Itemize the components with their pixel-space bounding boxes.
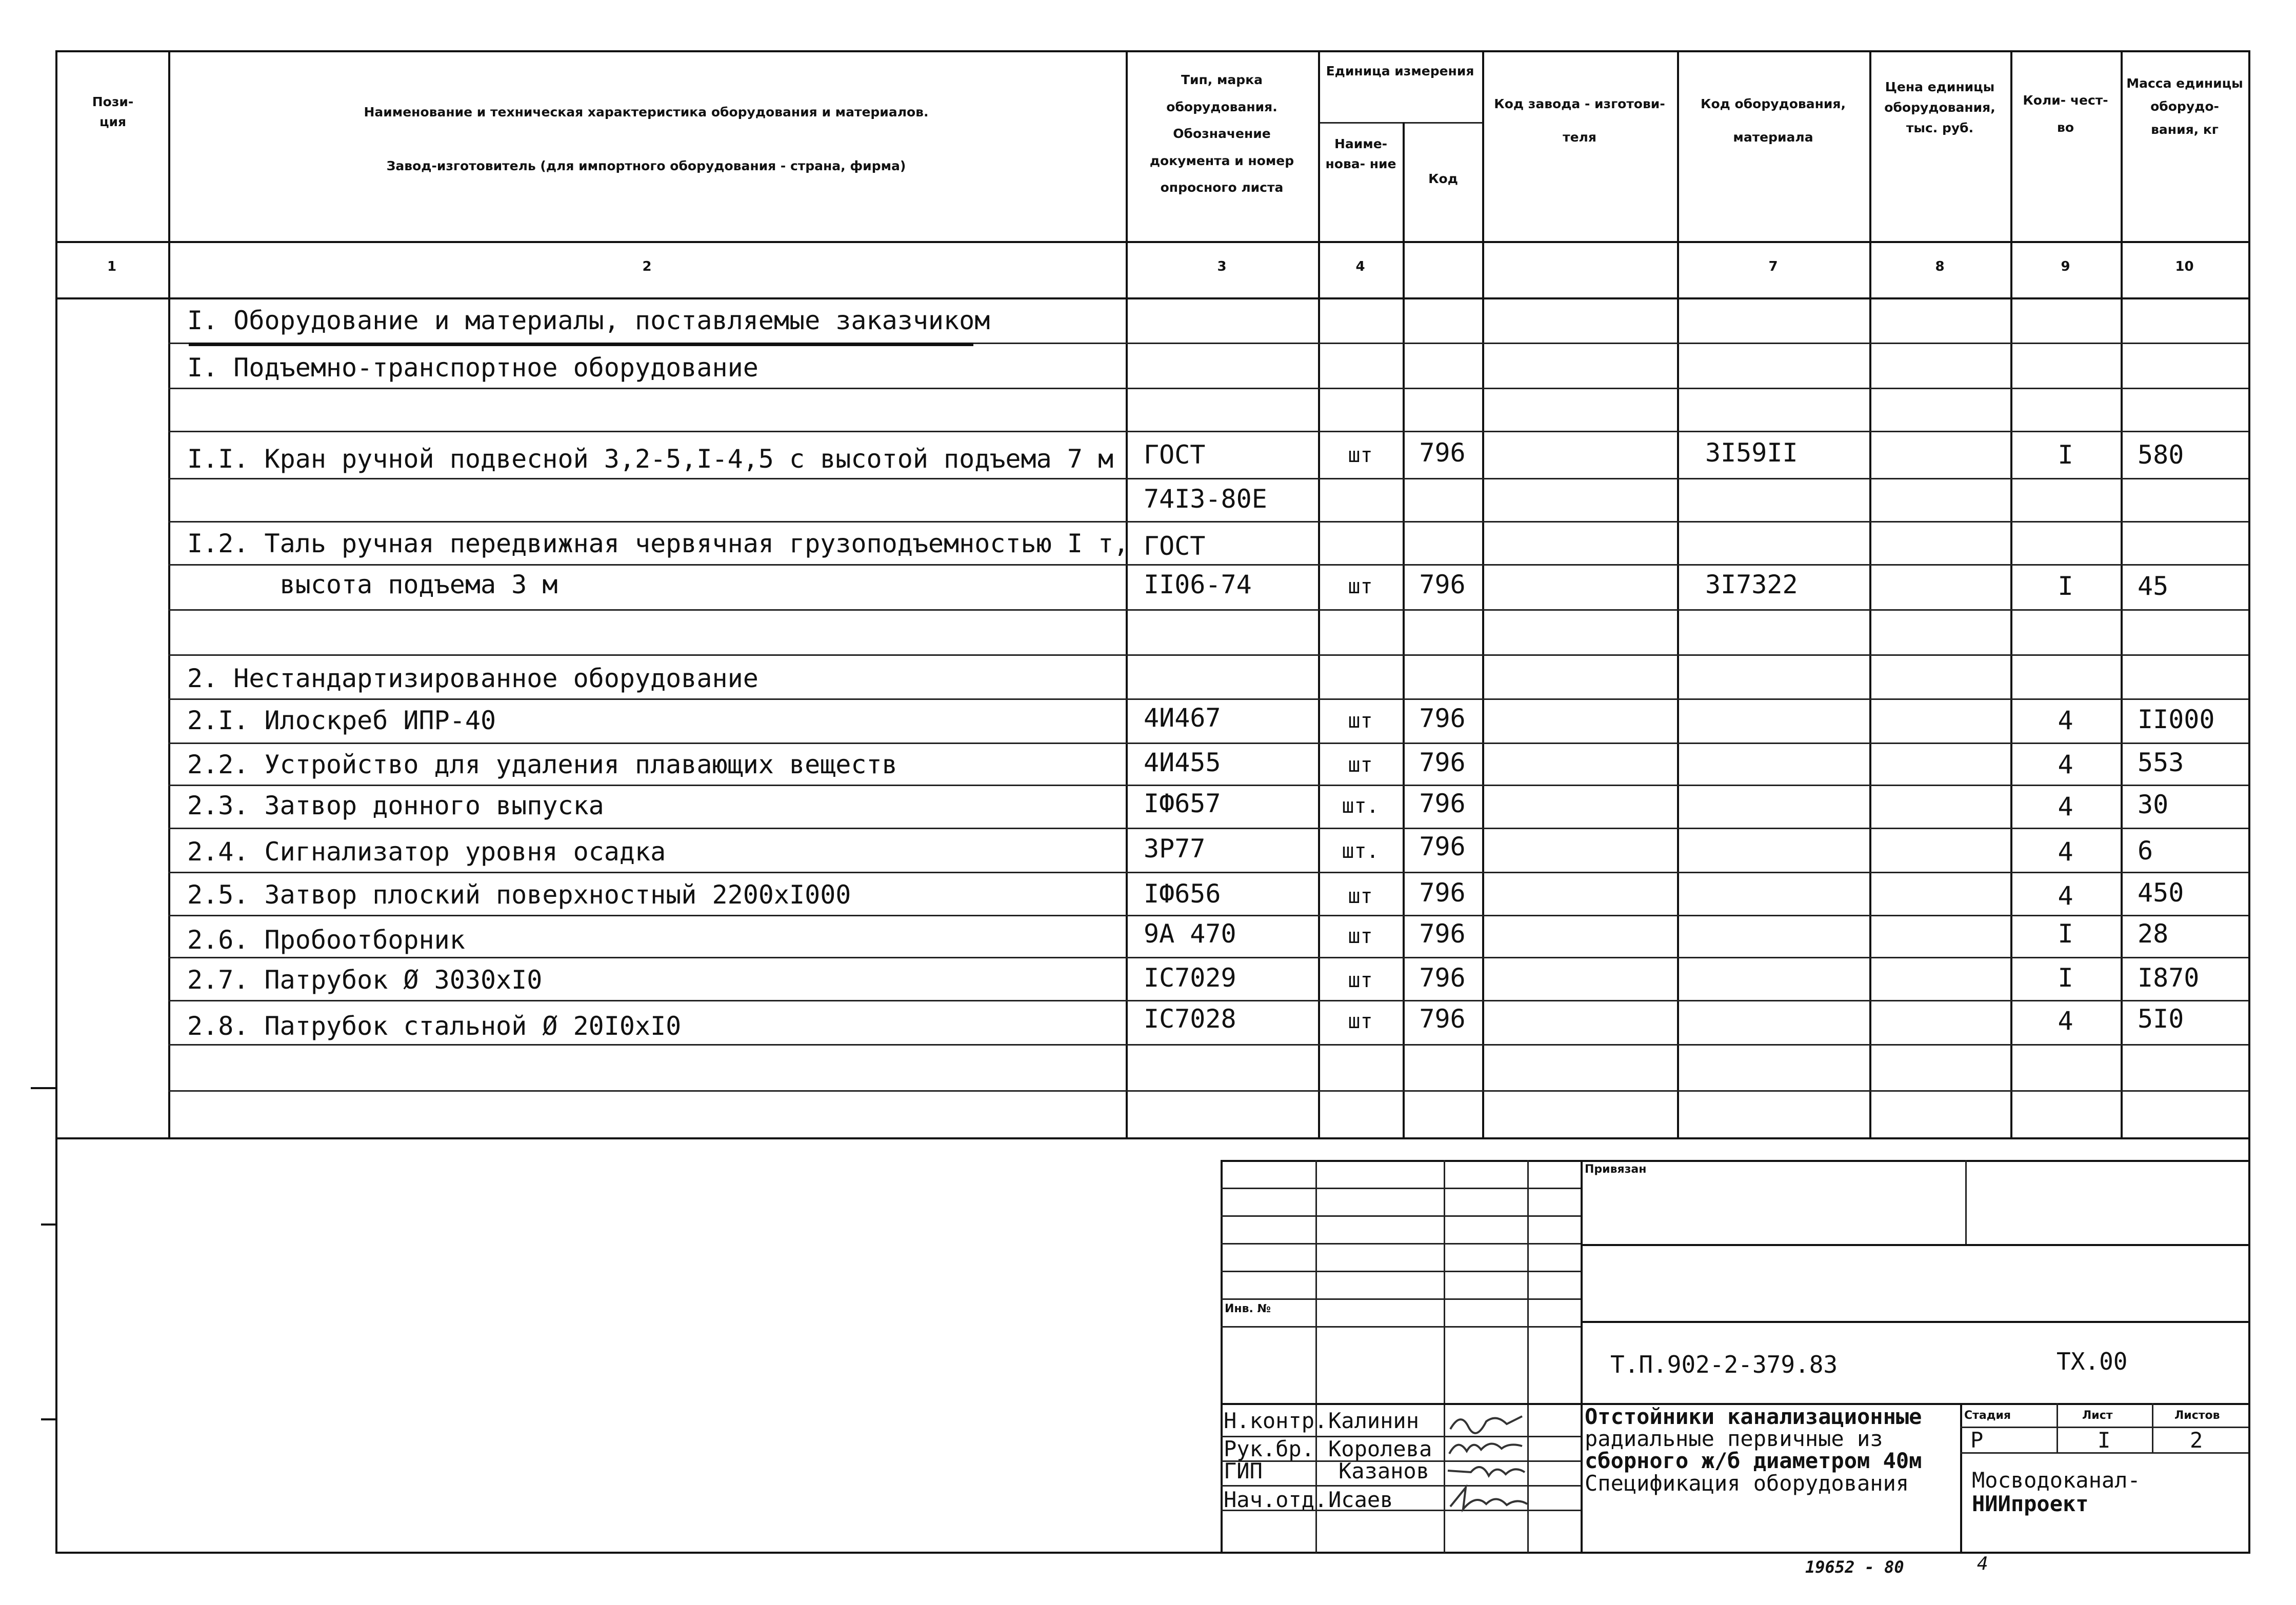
row-unit: шт	[1348, 925, 1373, 948]
row-doc: IС7029	[1144, 963, 1236, 993]
header-unit-code: Код	[1428, 171, 1458, 186]
row-doc: 4И455	[1144, 748, 1221, 777]
row-doc: 9А 470	[1144, 919, 1236, 949]
colnum-7: 7	[1768, 259, 1778, 274]
row-doc: ГОСТ	[1144, 531, 1206, 561]
row-mass: 6	[2138, 836, 2153, 866]
row-qty: 4	[2058, 792, 2073, 821]
row-mass: I870	[2138, 963, 2200, 993]
header-unit-name: Наиме- нова- ние	[1325, 136, 1396, 171]
margin-tick	[41, 1418, 56, 1420]
row-mass: 28	[2138, 919, 2169, 949]
row-name: I. Оборудование и материалы, поставляемые заказчиком	[187, 306, 990, 335]
header-price: Цена единицы оборудования, тыс. руб.	[1884, 79, 1995, 135]
row-code: 796	[1419, 748, 1466, 777]
colnum-1: 1	[107, 259, 117, 274]
stage-label: Стадия	[1964, 1409, 2011, 1422]
row-qty: 4	[2058, 706, 2073, 735]
sign-name: Королева	[1328, 1436, 1432, 1461]
row-doc: IС7028	[1144, 1004, 1236, 1034]
row-name: 2.4. Сигнализатор уровня осадка	[187, 837, 666, 867]
row-mass: 450	[2138, 878, 2184, 908]
row-unit: шт	[1348, 1010, 1373, 1033]
row-code: 796	[1419, 919, 1466, 949]
row-code: 796	[1419, 963, 1466, 993]
colnum-2: 2	[642, 259, 652, 274]
title-line: сборного ж/б диаметром 40м	[1585, 1448, 1922, 1473]
section-underline	[189, 343, 973, 346]
sign-role: Нач.отд.	[1224, 1487, 1328, 1512]
row-name: 2.I. Илоскреб ИПР-40	[187, 706, 496, 735]
row-qty: I	[2058, 963, 2073, 993]
row-code: 796	[1419, 438, 1466, 468]
row-equip-code: 3I7322	[1705, 570, 1798, 599]
row-unit: шт.	[1342, 794, 1379, 818]
row-name: I.2. Таль ручная передвижная червячная грузоподъемностью I т,	[187, 529, 1129, 558]
row-name: 2.5. Затвор плоский поверхностный 2200хI000	[187, 880, 851, 910]
sign-role: Рук.бр.	[1224, 1436, 1315, 1461]
row-doc: IФ656	[1144, 879, 1221, 909]
row-unit: шт.	[1342, 839, 1379, 863]
row-unit: шт	[1348, 753, 1373, 777]
row-code: 796	[1419, 570, 1466, 599]
row-doc: 4И467	[1144, 703, 1221, 733]
sheet-code: ТХ.00	[2057, 1348, 2128, 1375]
row-qty: 4	[2058, 750, 2073, 779]
margin-tick	[31, 1087, 56, 1089]
sign-name: Исаев	[1328, 1487, 1393, 1512]
colnum-9: 9	[2061, 259, 2070, 274]
row-mass: 553	[2138, 748, 2184, 777]
header-name-line2: Завод-изготовитель (для импортного оборудования - страна, фирма)	[386, 158, 906, 173]
sheet-value: I	[2098, 1428, 2111, 1453]
row-qty: I	[2058, 919, 2073, 949]
stamp-number: 19652 - 80	[1805, 1557, 1904, 1577]
row-name: высота подъема 3 м	[187, 570, 558, 599]
row-mass: 45	[2138, 571, 2169, 601]
signature-icon	[1445, 1483, 1532, 1514]
title-line: радиальные первичные из	[1585, 1426, 1883, 1451]
title-line: Отстойники канализационные	[1585, 1404, 1922, 1429]
signature-icon	[1445, 1433, 1527, 1461]
org-line1: Мосводоканал-	[1972, 1468, 2141, 1493]
row-mass: 30	[2138, 790, 2169, 819]
title-line: Спецификация оборудования	[1585, 1471, 1909, 1496]
row-qty: 4	[2058, 837, 2073, 867]
row-doc: II06-74	[1144, 570, 1252, 599]
row-doc: 3Р77	[1144, 834, 1206, 864]
colnum-8: 8	[1935, 259, 1945, 274]
row-unit: шт	[1348, 709, 1373, 733]
header-equip-code: Код оборудования, материала	[1701, 96, 1846, 145]
privyazan-label: Привязан	[1585, 1163, 1647, 1176]
row-code: 796	[1419, 1004, 1466, 1034]
row-name: 2.2. Устройство для удаления плавающих веществ	[187, 750, 897, 779]
header-factory-code: Код завода - изготови- теля	[1494, 96, 1665, 145]
page-number: 4	[1977, 1553, 1988, 1574]
stage-value: Р	[1970, 1428, 1984, 1453]
row-mass: 5I0	[2138, 1004, 2184, 1034]
header-qty: Коли- чест- во	[2023, 93, 2108, 135]
colnum-4: 4	[1355, 259, 1365, 274]
sheet-label: Лист	[2082, 1409, 2113, 1422]
row-unit: шт	[1348, 575, 1373, 598]
row-name: I.I. Кран ручной подвесной 3,2-5,I-4,5 с высотой подъема 7 м	[187, 444, 1114, 474]
signature-icon	[1445, 1458, 1527, 1486]
colnum-10: 10	[2175, 259, 2194, 274]
row-code: 796	[1419, 832, 1466, 861]
header-mass: Масса единицы оборудо- вания, кг	[2126, 76, 2243, 137]
sign-name: Казанов	[1339, 1458, 1430, 1483]
inv-no-label: Инв. №	[1225, 1302, 1271, 1315]
row-code: 796	[1419, 789, 1466, 818]
row-mass: 580	[2138, 440, 2184, 470]
header-position: Пози- ция	[92, 94, 134, 129]
sign-name: Калинин	[1328, 1408, 1420, 1433]
header-doc: Тип, марка оборудования. Обозначение документа и номер опросного листа	[1149, 72, 1294, 195]
row-name: I. Подъемно-транспортное оборудование	[187, 353, 758, 383]
header-name-line1: Наименование и техническая характеристика оборудования и материалов.	[364, 105, 929, 119]
row-name: 2. Нестандартизированное оборудование	[187, 664, 758, 693]
row-unit: шт	[1348, 444, 1373, 467]
row-qty: 4	[2058, 881, 2073, 911]
row-mass: II000	[2138, 705, 2215, 734]
row-unit: шт	[1348, 885, 1373, 908]
row-qty: I	[2058, 440, 2073, 470]
row-name: 2.7. Патрубок Ø 3030хI0	[187, 965, 543, 995]
sheets-label: Листов	[2174, 1409, 2220, 1422]
row-doc: IФ657	[1144, 789, 1221, 818]
sheets-value: 2	[2190, 1428, 2203, 1453]
sign-role: Н.контр.	[1224, 1408, 1328, 1433]
org-line2: НИИпроект	[1972, 1491, 2089, 1516]
row-name: 2.6. Пробоотборник	[187, 925, 465, 955]
colnum-3: 3	[1217, 259, 1227, 274]
row-doc: ГОСТ	[1144, 440, 1206, 470]
row-code: 796	[1419, 878, 1466, 908]
doc-code: Т.П.902-2-379.83	[1610, 1351, 1838, 1378]
header-unit-group: Единица измерения	[1326, 64, 1474, 78]
row-doc: 74I3-80Е	[1144, 484, 1267, 514]
row-code: 796	[1419, 704, 1466, 733]
sign-role: ГИП	[1224, 1458, 1263, 1483]
row-equip-code: 3I59II	[1705, 438, 1798, 468]
row-unit: шт	[1348, 969, 1373, 992]
row-name: 2.3. Затвор донного выпуска	[187, 791, 604, 820]
row-qty: I	[2058, 571, 2073, 601]
row-qty: 4	[2058, 1006, 2073, 1036]
signature-icon	[1445, 1406, 1527, 1437]
row-name: 2.8. Патрубок стальной Ø 20I0хI0	[187, 1011, 682, 1041]
margin-tick	[41, 1223, 56, 1226]
